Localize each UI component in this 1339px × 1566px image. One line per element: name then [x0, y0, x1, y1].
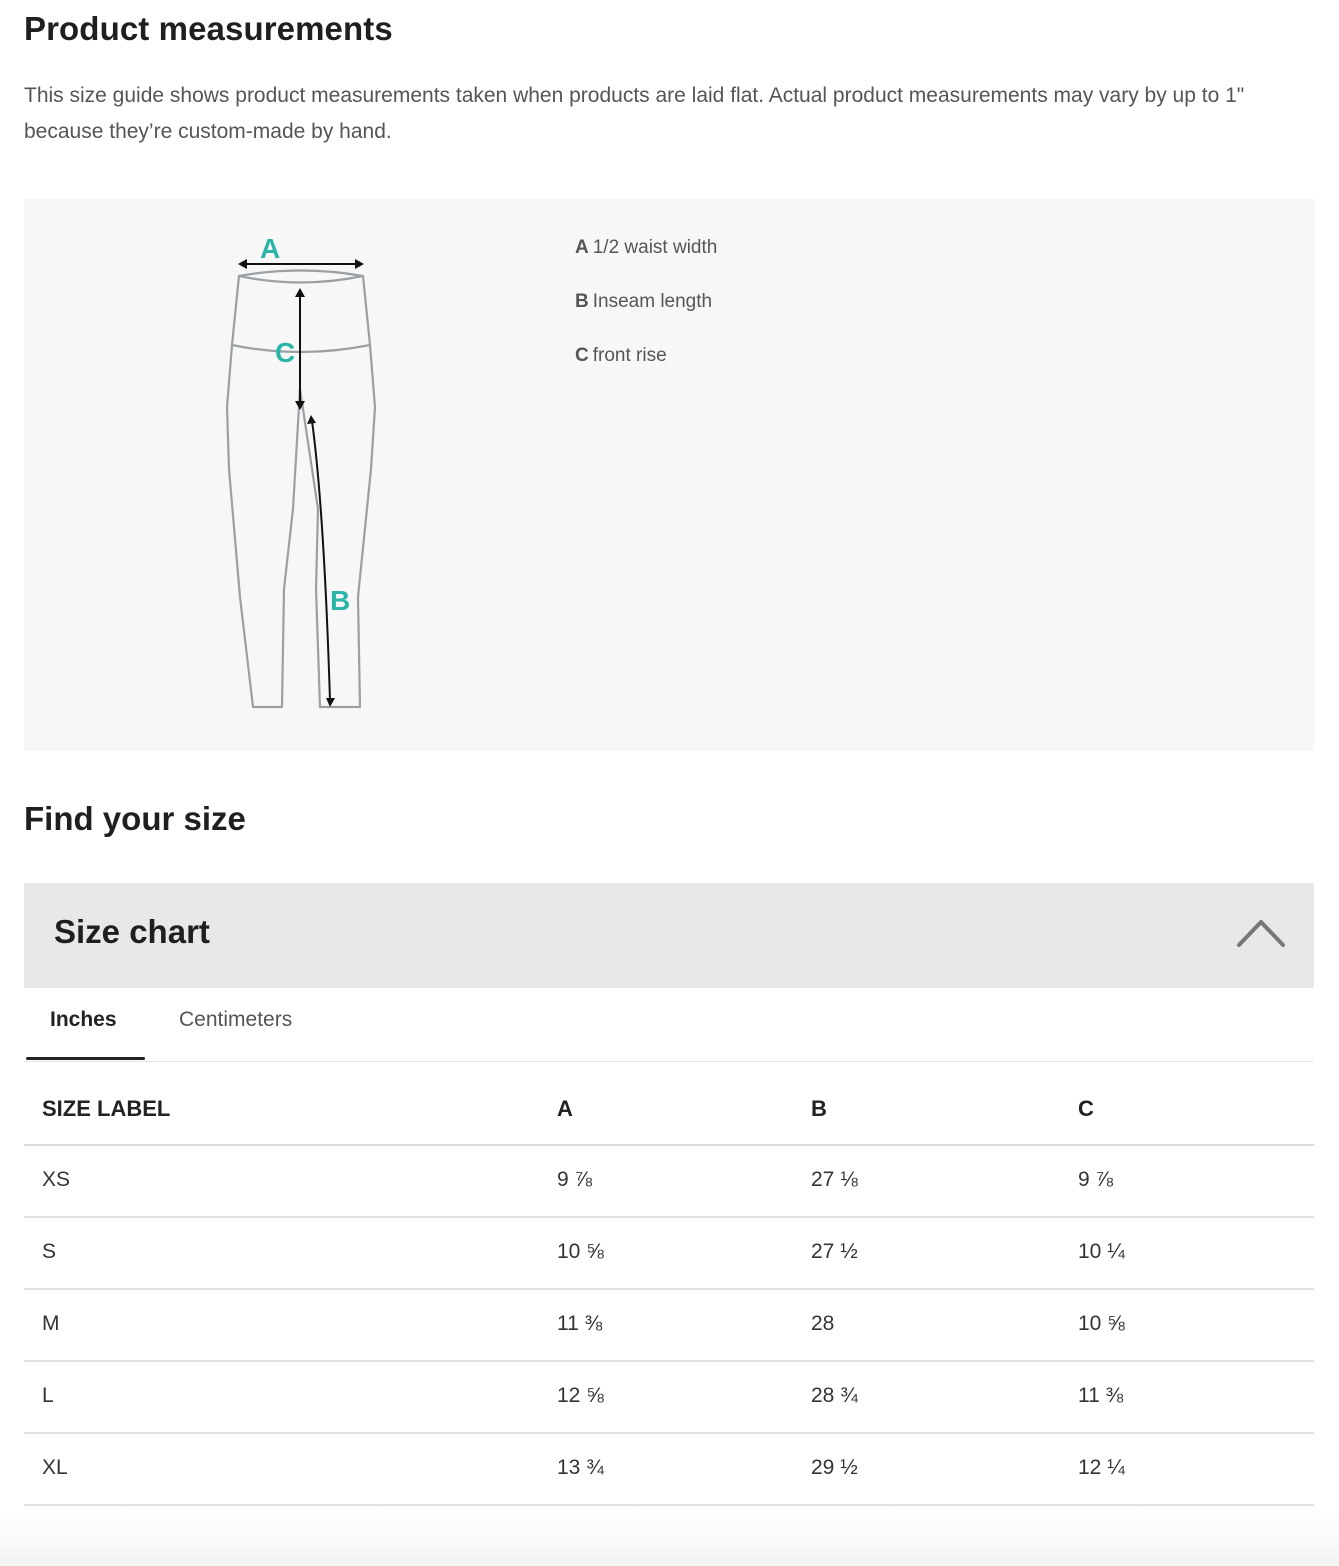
cell-c: 12 ¼ — [1078, 1456, 1125, 1479]
cell-c: 9 ⅞ — [1078, 1168, 1114, 1191]
legend-key: B — [575, 291, 589, 312]
measurements-description: This size guide shows product measurements taken when products are laid flat. Actual product measurements may vary by up to 1" because they’re custom-made by hand. — [24, 84, 1245, 143]
legend-text: 1/2 waist width — [592, 237, 718, 258]
tab-centimeters[interactable]: Centimeters — [179, 1008, 293, 1031]
legend-key: C — [575, 345, 589, 366]
cell-size: L — [42, 1384, 54, 1407]
column-header-b: B — [811, 1096, 827, 1121]
legend-text: Inseam length — [592, 291, 713, 312]
leggings-diagram — [222, 229, 384, 714]
bottom-edge-shadow — [0, 1510, 1339, 1566]
cell-a: 13 ¾ — [557, 1456, 604, 1479]
column-header-size-label: SIZE LABEL — [42, 1096, 171, 1121]
size-table — [24, 1062, 1314, 1506]
legend-item-a — [575, 235, 717, 289]
legend-key: A — [575, 237, 589, 258]
size-chart-title: Size chart — [54, 913, 210, 950]
table-row — [24, 1218, 1314, 1290]
legend-item-c — [575, 343, 717, 397]
cell-c: 10 ⅝ — [1078, 1312, 1125, 1335]
table-row — [24, 1362, 1314, 1434]
table-header-row — [24, 1062, 1314, 1146]
cell-a: 9 ⅞ — [557, 1168, 593, 1191]
cell-b: 28 ¾ — [811, 1384, 858, 1407]
column-header-c: C — [1078, 1096, 1094, 1121]
diagram-label-b: B — [330, 585, 351, 616]
page-title: Product measurements — [24, 10, 393, 47]
table-row — [24, 1146, 1314, 1218]
active-tab-indicator — [26, 1057, 145, 1060]
column-header-a: A — [557, 1096, 573, 1121]
measurement-legend — [575, 235, 717, 397]
tab-inches[interactable]: Inches — [50, 1008, 117, 1031]
measurements-panel — [24, 199, 1314, 751]
table-row — [24, 1434, 1314, 1506]
cell-a: 11 ⅜ — [557, 1312, 603, 1335]
cell-size: S — [42, 1240, 57, 1263]
cell-size: XS — [42, 1168, 71, 1191]
cell-a: 12 ⅝ — [557, 1384, 604, 1407]
cell-b: 27 ½ — [811, 1240, 858, 1263]
cell-c: 10 ¼ — [1078, 1240, 1125, 1263]
cell-b: 29 ½ — [811, 1456, 858, 1479]
cell-a: 10 ⅝ — [557, 1240, 604, 1263]
cell-b: 27 ⅛ — [811, 1168, 858, 1191]
legend-text: front rise — [592, 345, 667, 366]
size-chart-accordion-header[interactable] — [24, 883, 1314, 988]
cell-size: XL — [42, 1456, 68, 1479]
find-size-heading: Find your size — [24, 800, 246, 837]
table-row — [24, 1290, 1314, 1362]
cell-b: 28 — [811, 1312, 835, 1335]
chevron-up-icon[interactable] — [1236, 916, 1286, 948]
unit-tabs — [24, 988, 1314, 1062]
cell-size: M — [42, 1312, 60, 1335]
diagram-label-a: A — [260, 233, 281, 264]
legend-item-b — [575, 289, 717, 343]
diagram-label-c: C — [275, 337, 296, 368]
cell-c: 11 ⅜ — [1078, 1384, 1124, 1407]
